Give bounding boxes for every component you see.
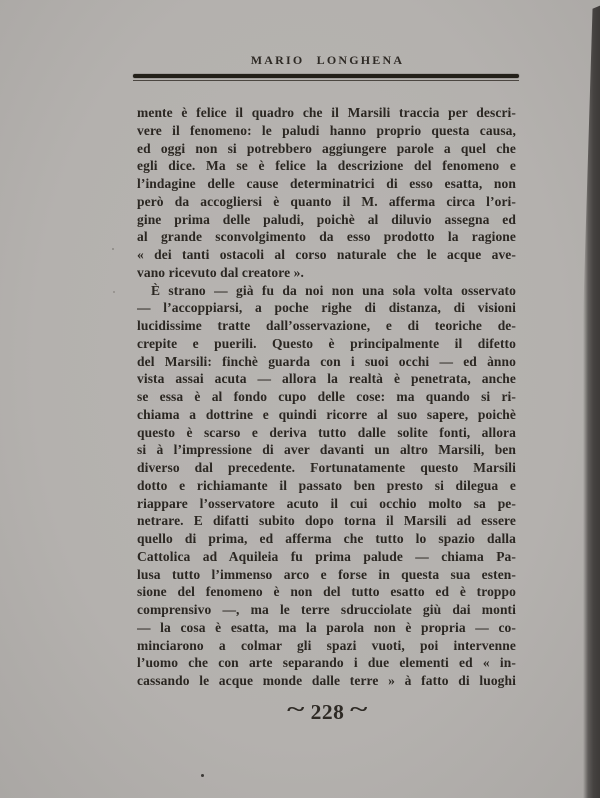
text-line: crepite e puerili. Questo è principalmente il difetto	[137, 335, 516, 351]
scan-edge-artifact	[583, 0, 600, 798]
text-line: riappare l’osservatore acuto il cui occhio molto sa pe-	[137, 495, 516, 511]
text-line: vano ricevuto dal creatore ».	[137, 264, 304, 280]
text-line: cassando le acque monde dalle terre » à fatto di luoghi	[137, 673, 516, 688]
text-line: comprensivo —, ma le terre sdrucciolate giù dai monti	[137, 602, 516, 617]
text-line: ed oggi non si potrebbero aggiungere parole a quel che	[137, 140, 516, 156]
header-rule	[133, 74, 519, 84]
header-rule-thin	[133, 80, 519, 81]
text-block	[137, 104, 516, 690]
text-line: netrare. E difatti subito dopo torna il Marsili ad essere	[137, 513, 516, 529]
text-line: mente è felice il quadro che il Marsili traccia per descri-	[137, 105, 516, 120]
text-line: quello di prima, ed afferma che tutto lo spazio dalla	[137, 531, 516, 546]
text-line: però da accogliersi è quanto il M. afferma circa l’ori-	[137, 193, 516, 209]
ink-speck	[113, 291, 115, 293]
text-line: vista assai acuta — allora la realtà è penetrata, anche	[137, 371, 516, 387]
text-line: egli dice. Ma se è felice la descrizione del fenomeno e	[137, 158, 516, 174]
text-line: l’uomo che con arte separando i due elementi ed « in-	[137, 655, 516, 671]
text-line: chiama a dottrine e quindi ricorre al suo sapere, poichè	[137, 406, 516, 422]
text-line: — la cosa è esatta, ma la parola non è propria — co-	[137, 619, 516, 635]
text-line: — l’accoppiarsi, a poche righe di distanza, di visioni	[137, 300, 516, 316]
text-line: al grande sconvolgimento da esso prodotto la ragione	[137, 229, 516, 245]
text-line: dotto e richiamante il passato ben presto si dilegua e	[137, 477, 516, 493]
page-number: 228	[310, 700, 345, 724]
header-rule-thick	[133, 74, 519, 78]
text-line: « dei tanti ostacoli al corso naturale che le acque ave-	[137, 247, 516, 262]
text-line: lucidissime tratte dall’osservazione, e di teoriche de-	[137, 318, 516, 333]
ink-speck	[112, 248, 114, 250]
page-footer	[137, 696, 518, 729]
text-line: vere il fenomeno: le paludi hanno proprio questa causa,	[137, 122, 516, 138]
text-line: diverso dal precedente. Fortunatamente questo Marsili	[137, 460, 516, 475]
text-line: minciarono a colmar gli spazi vuoti, poi intervenne	[137, 637, 516, 653]
text-line: Cattolica ad Aquileia fu prima palude — chiama Pa-	[137, 548, 516, 564]
text-line: se essa è al fondo cupo delle cose: ma quando si ri-	[137, 389, 516, 404]
text-line: del Marsili: finchè guarda con i suoi occhi — ed ànno	[137, 353, 516, 369]
text-line: si à l’impressione di aver davanti un altro Marsili, ben	[137, 442, 516, 458]
running-header-title: MARIO LONGHENA	[250, 53, 405, 67]
footer-swash-right: ~	[350, 696, 368, 721]
text-line: l’indagine delle cause determinatrici di esso esatta, non	[137, 176, 516, 191]
ink-speck	[201, 774, 204, 777]
text-line: gine prima delle paludi, poichè al diluvio assegna ed	[137, 211, 516, 227]
text-line: È strano — già fu da noi non una sola volta osservato	[151, 282, 516, 298]
footer-swash-left: ~	[287, 696, 305, 721]
text-line: sione del fenomeno è non del tutto esatto ed è troppo	[137, 584, 516, 600]
text-line: lusa tutto l’immenso arco e forse in questa sua esten-	[137, 566, 516, 582]
text-line: questo è scarso e deriva tutto dalle solite fonti, allora	[137, 424, 516, 440]
